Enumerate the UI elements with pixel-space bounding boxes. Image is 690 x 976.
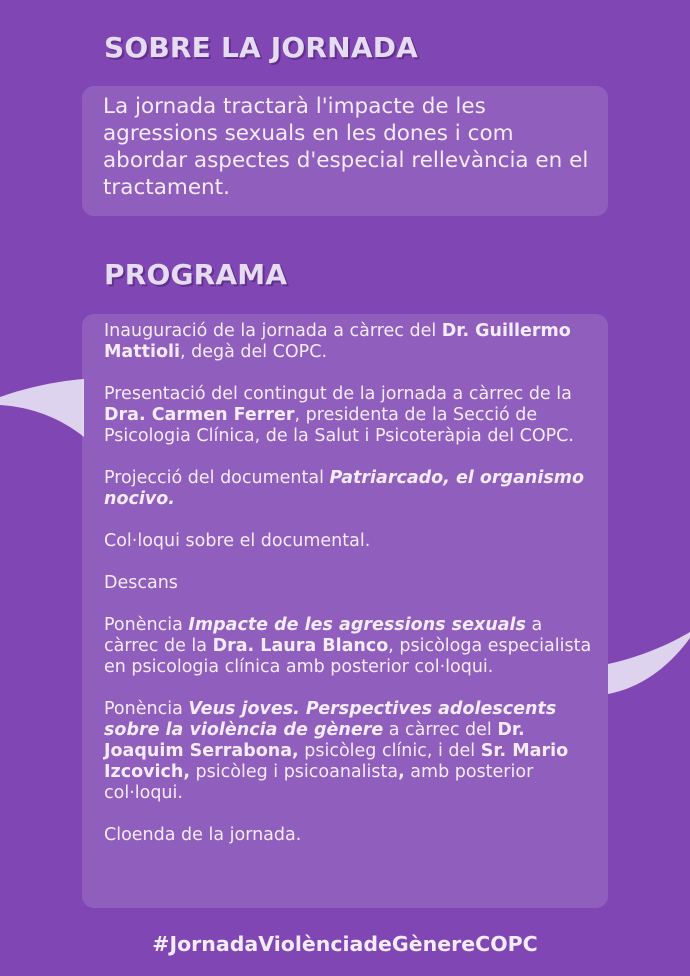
program-item	[104, 615, 596, 678]
program-item-text: , presidenta de la Secció de Psicologia Clínica, de la Salut i Psicoteràpia del COPC.	[104, 405, 574, 446]
program-item-title: Patriarcado, el organismo nocivo.	[104, 468, 585, 509]
program-item-text: amb posterior col·loqui.	[104, 762, 534, 803]
program-item-text: Presentació del contingut de la jornada a càrrec de la	[104, 384, 572, 404]
program-item	[104, 468, 596, 510]
program-item	[104, 531, 596, 552]
program-item-text: Cloenda de la jornada.	[104, 825, 302, 845]
program-item-name: Dr. Guillermo Mattioli	[104, 321, 571, 362]
program-item-text: Projecció del documental	[104, 468, 330, 488]
program-item-title: Veus joves. Perspectives adolescents sobre la violència de gènere	[104, 699, 557, 740]
program-item-text: , degà del COPC.	[179, 342, 328, 362]
program-item	[104, 321, 596, 363]
about-heading: SOBRE LA JORNADA	[104, 31, 419, 64]
program-item-name: Dra. Carmen Ferrer	[104, 405, 295, 425]
right-swoosh-shape	[608, 632, 690, 694]
event-hashtag: #JornadaViolènciadeGènereCOPC	[152, 932, 538, 956]
program-item-text: Descans	[104, 573, 178, 593]
program-item-text: , psicòloga especialista en psicologia clínica amb posterior col·loqui.	[104, 636, 592, 677]
program-item-name: Sr. Mario Izcovich,	[104, 741, 569, 782]
about-description: La jornada tractarà l'impacte de les agressions sexuals en les dones i com abordar aspectes d'especial rellevància en el tractament.	[103, 94, 589, 200]
program-panel	[82, 314, 608, 908]
program-item-text: a càrrec del	[383, 720, 498, 740]
about-panel	[82, 86, 608, 216]
program-item	[104, 825, 596, 846]
program-item-text: Inauguració de la jornada a càrrec del	[104, 321, 442, 341]
program-item-text: Ponència	[104, 699, 189, 719]
program-item-text: psicòleg clínic, i del	[298, 741, 481, 761]
program-item	[104, 699, 596, 804]
program-item-text: Ponència	[104, 615, 189, 635]
program-item-text: Col·loqui sobre el documental.	[104, 531, 371, 551]
program-item-title: Impacte de les agressions sexuals	[188, 615, 526, 635]
program-item-name: ,	[398, 762, 405, 782]
program-item-name: Dra. Laura Blanco	[212, 636, 389, 656]
program-item-text: psicòleg i psicoanalista	[189, 762, 399, 782]
program-item-name: Dr. Joaquim Serrabona,	[104, 720, 525, 761]
program-heading: PROGRAMA	[104, 258, 288, 291]
left-swoosh-shape	[0, 379, 84, 437]
program-item-text: a càrrec de la	[104, 615, 543, 656]
program-item	[104, 384, 596, 447]
program-item	[104, 573, 596, 594]
